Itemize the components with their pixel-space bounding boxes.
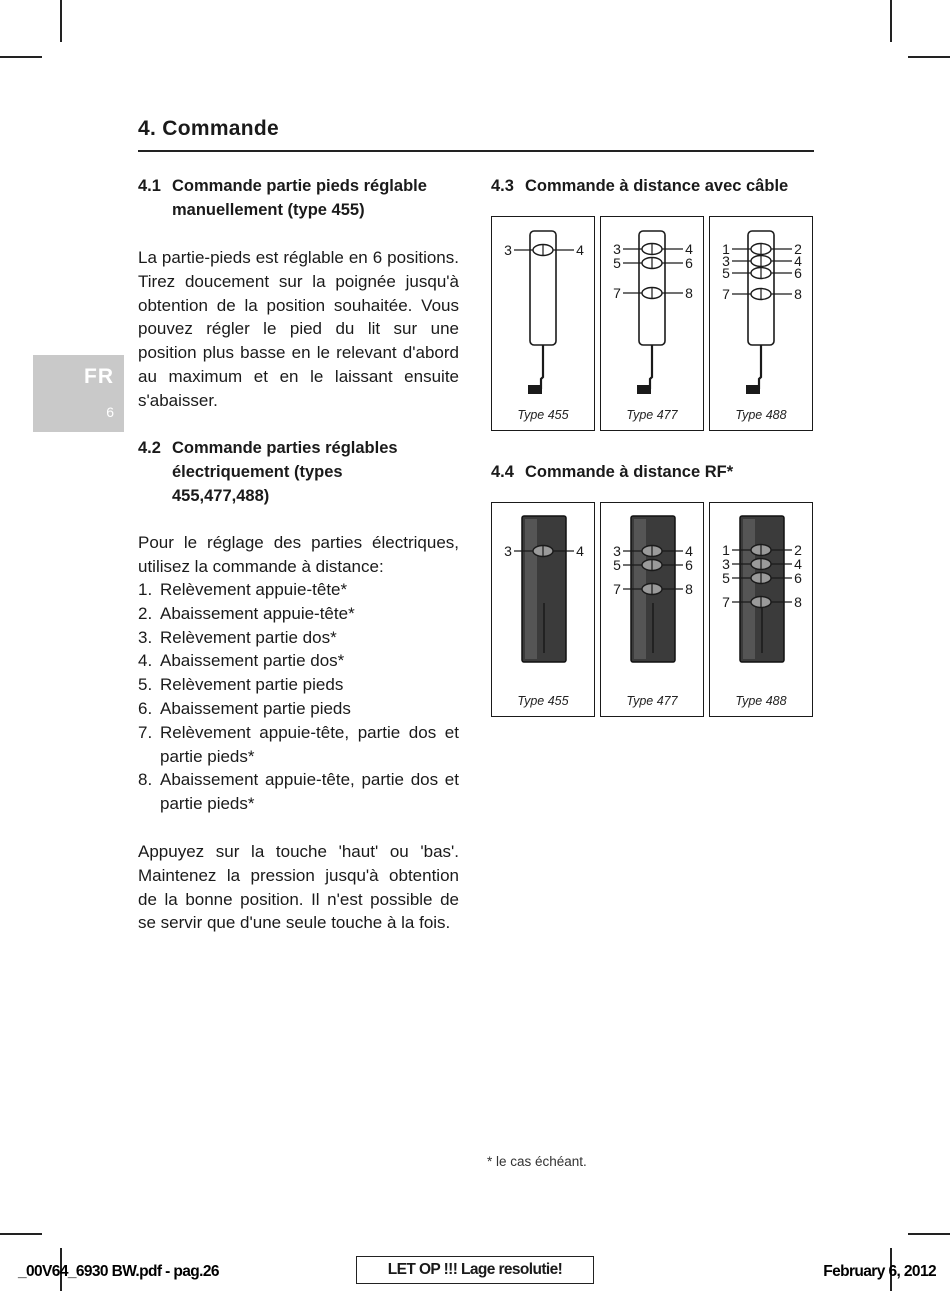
remote-cable — [541, 345, 543, 389]
section-4-2-closing: Appuyez sur la touche 'haut' ou 'bas'. Maintenez la pression jusqu'à obtention de la bonne position. Il n'est possible de se servir que d'une seule touche à la fois. — [138, 842, 459, 933]
heading-rule — [138, 150, 814, 152]
cable-plug — [528, 385, 542, 394]
crop-mark — [0, 56, 42, 58]
button-number-label: 1 — [722, 542, 730, 558]
button-number-label: 8 — [685, 581, 693, 597]
language-tab-page: 6 — [106, 404, 114, 420]
function-list — [138, 578, 459, 816]
rf-remote-drawing — [601, 503, 705, 718]
button-number-label: 4 — [794, 253, 802, 269]
button-number-label: 3 — [504, 242, 512, 258]
list-item: 7. Relèvement appuie-tête, partie dos et partie pieds* — [138, 722, 459, 766]
remote-cable — [759, 345, 761, 389]
list-item: 2. Abaissement appuie-tête* — [138, 603, 355, 623]
rf-remote-drawing — [710, 503, 814, 718]
remote-cable — [650, 345, 652, 389]
list-item: 3. Relèvement partie dos* — [138, 627, 337, 647]
figure-caption: Type 488 — [735, 694, 787, 708]
footer-date: February 6, 2012 — [823, 1263, 936, 1280]
list-item: 5. Relèvement partie pieds — [138, 675, 344, 695]
button-number-label: 1 — [722, 241, 730, 257]
button-number-label: 3 — [504, 543, 512, 559]
button-number-label: 8 — [794, 286, 802, 302]
figure-caption: Type 488 — [735, 408, 787, 422]
button-number-label: 5 — [722, 570, 730, 586]
cable-plug — [637, 385, 651, 394]
remote-highlight — [525, 519, 537, 659]
button-number-label: 8 — [794, 594, 802, 610]
button-number-label: 6 — [794, 265, 802, 281]
button-number-label: 4 — [685, 543, 693, 559]
button-number-label: 3 — [722, 253, 730, 269]
footnote: * le cas échéant. — [487, 1154, 587, 1169]
section-4-2-intro: Pour le réglage des parties électriques, utilisez la commande à distance: — [138, 533, 459, 576]
button-number-label: 7 — [722, 286, 730, 302]
language-tab — [33, 355, 124, 432]
button-number-label: 3 — [613, 241, 621, 257]
button-number-label: 8 — [685, 285, 693, 301]
figure-caption: Type 477 — [626, 408, 678, 422]
crop-mark — [908, 56, 950, 58]
button-number-label: 4 — [576, 543, 584, 559]
cable-remote-figure — [600, 216, 704, 431]
section-4-1-body: La partie-pieds est réglable en 6 positions. Tirez doucement sur la poignée jusqu'à obtention de la position souhaitée. Vous pouvez régler le pied du lit sur une position plus basse en le relevant d'abord au maximum et en le laissant ensuite s'abaisser. — [138, 248, 459, 410]
footer-warning-box: LET OP !!! Lage resolutie! — [356, 1256, 594, 1284]
button-number-label: 5 — [613, 255, 621, 271]
button-number-label: 5 — [722, 265, 730, 281]
button-number-label: 5 — [613, 557, 621, 573]
button-number-label: 4 — [794, 556, 802, 572]
section-4-2-title: 4.2 Commande parties réglables électriquement (types 455,477,488) — [138, 439, 398, 505]
button-number-label: 7 — [613, 285, 621, 301]
figure-caption: Type 477 — [626, 694, 678, 708]
rf-remote-figure — [709, 502, 813, 717]
section-4-4-title: 4.4 Commande à distance RF* — [491, 463, 734, 481]
cable-plug — [746, 385, 760, 394]
cable-remote-drawing — [710, 217, 814, 432]
button-number-label: 3 — [613, 543, 621, 559]
language-tab-label: FR — [84, 365, 114, 388]
figure-caption: Type 455 — [517, 694, 569, 708]
crop-mark — [908, 1233, 950, 1235]
list-item: 4. Abaissement partie dos* — [138, 651, 345, 671]
section-4-1-title: 4.1 Commande partie pieds réglable manuellement (type 455) — [138, 177, 427, 219]
button-number-label: 4 — [576, 242, 584, 258]
crop-mark — [0, 1233, 42, 1235]
rf-remote-figure — [491, 502, 595, 717]
list-item: 1. Relèvement appuie-tête* — [138, 580, 348, 599]
button-number-label: 6 — [685, 557, 693, 573]
remote-highlight — [743, 519, 755, 659]
footer-filename: _00V64_6930 BW.pdf - pag.26 — [18, 1263, 219, 1280]
rf-remote-figure — [600, 502, 704, 717]
crop-mark — [60, 0, 62, 42]
button-number-label: 3 — [722, 556, 730, 572]
cable-remote-figure — [491, 216, 595, 431]
button-number-label: 6 — [794, 570, 802, 586]
button-number-label: 4 — [685, 241, 693, 257]
cable-remote-drawing — [492, 217, 596, 432]
cable-remote-drawing — [601, 217, 705, 432]
list-item: 8. Abaissement appuie-tête, partie dos et partie pieds* — [138, 770, 459, 814]
list-item: 6. Abaissement partie pieds — [138, 698, 351, 718]
cable-remote-figure — [709, 216, 813, 431]
crop-mark — [890, 0, 892, 42]
button-number-label: 2 — [794, 241, 802, 257]
button-number-label: 7 — [613, 581, 621, 597]
button-number-label: 2 — [794, 542, 802, 558]
rf-remote-drawing — [492, 503, 596, 718]
section-4-3-title: 4.3 Commande à distance avec câble — [491, 177, 789, 195]
figure-caption: Type 455 — [517, 408, 569, 422]
page-heading: 4. Commande — [138, 117, 279, 140]
button-number-label: 6 — [685, 255, 693, 271]
button-number-label: 7 — [722, 594, 730, 610]
